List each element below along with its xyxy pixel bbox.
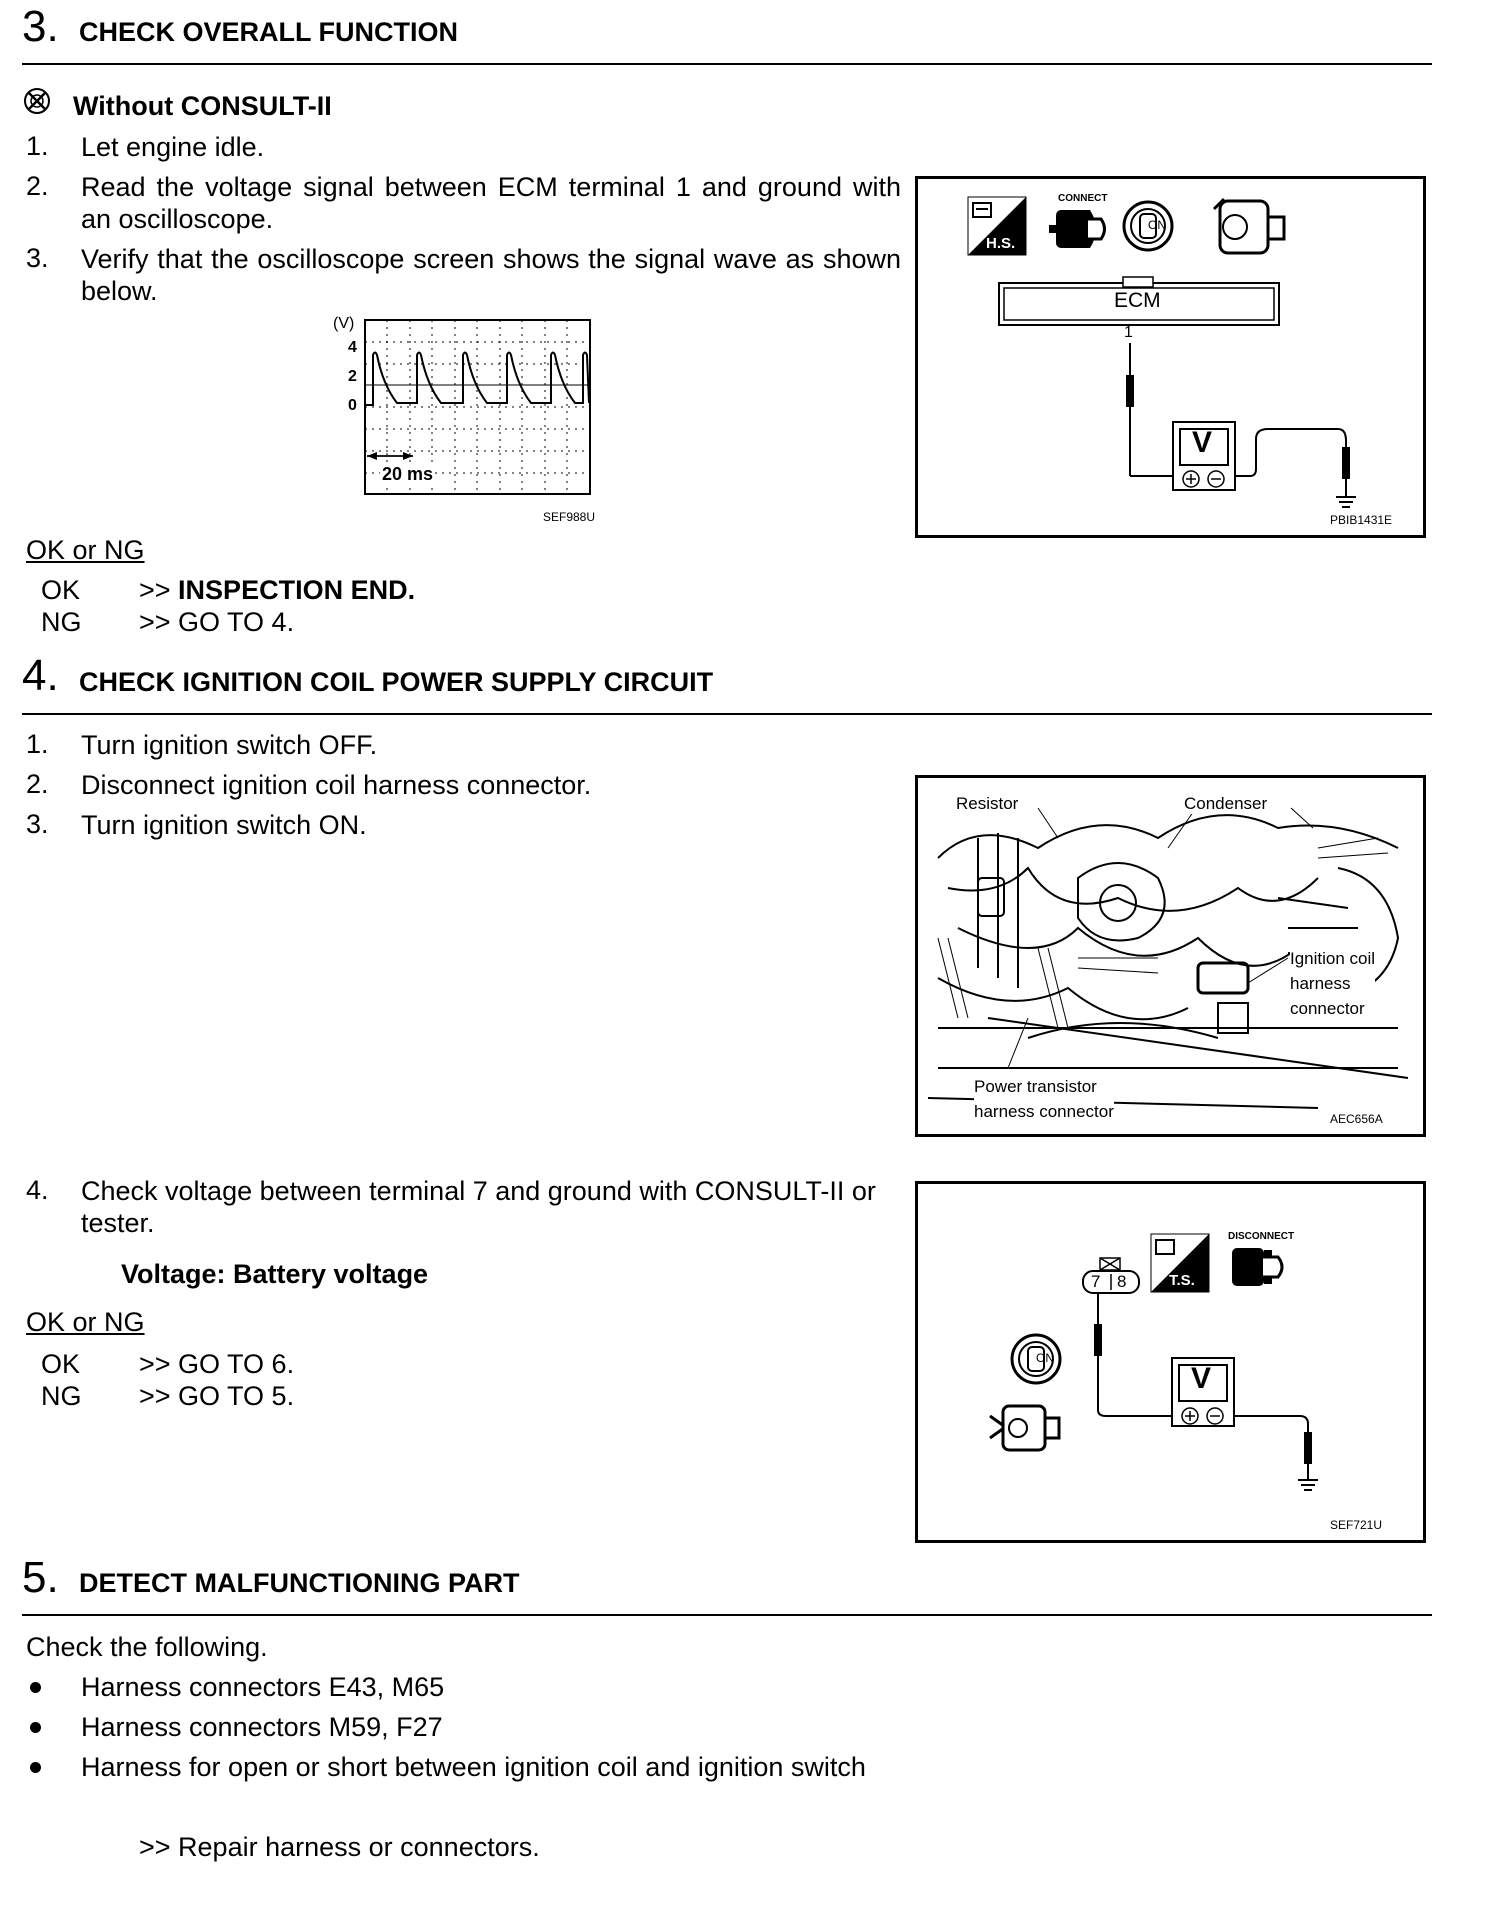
step-4-ng-value: >> GO TO 5. bbox=[139, 1381, 295, 1411]
step-4-number: 4. bbox=[22, 651, 59, 700]
scope-tick-0: 0 bbox=[348, 397, 357, 414]
engine-bay-figure bbox=[915, 775, 1426, 1137]
disconnect-label: DISCONNECT bbox=[1228, 1231, 1295, 1242]
scope-unit: (V) bbox=[333, 315, 355, 332]
bullet-icon bbox=[30, 1682, 41, 1693]
scope-screen bbox=[325, 315, 615, 525]
hs-label: H.S. bbox=[986, 235, 1016, 252]
meter-v-label: V bbox=[1192, 426, 1213, 459]
step-4-ok-value: >> GO TO 6. bbox=[139, 1349, 295, 1379]
step-5-bullet-1: Harness connectors E43, M65 bbox=[81, 1672, 445, 1702]
ecm-figure-code: PBIB1431E bbox=[1330, 513, 1393, 527]
on-label: ON bbox=[1148, 218, 1166, 232]
ignition-coil-label bbox=[1290, 946, 1375, 1021]
step-3-ok-key: OK bbox=[41, 575, 81, 605]
step-4-ok-key: OK bbox=[41, 1349, 81, 1379]
step-3-ok-or-ng: OK or NG bbox=[26, 535, 145, 565]
power-transistor-label-line-1: Power transistor bbox=[974, 1077, 1097, 1096]
step-5-number: 5. bbox=[22, 1553, 59, 1602]
scope-tick-4: 4 bbox=[348, 339, 357, 356]
bullet-icon bbox=[30, 1762, 41, 1773]
terminal-voltage-figure bbox=[915, 1181, 1426, 1543]
step-4-ok-or-ng: OK or NG bbox=[26, 1307, 145, 1337]
step-5-bullet-2: Harness connectors M59, F27 bbox=[81, 1712, 443, 1742]
step-3-ok-prefix: >> bbox=[139, 575, 179, 605]
step-5-bullet-3: Harness for open or short between ignition coil and ignition switch bbox=[81, 1752, 866, 1782]
ecm-label: ECM bbox=[1114, 289, 1161, 312]
step-4-rule bbox=[22, 713, 1432, 715]
step-5-title: DETECT MALFUNCTIONING PART bbox=[79, 1568, 520, 1598]
step-4-ng-key: NG bbox=[41, 1381, 82, 1411]
power-transistor-label bbox=[974, 1074, 1114, 1124]
step-3-ok-bold: INSPECTION END. bbox=[178, 575, 416, 605]
step-4-item-1: Turn ignition switch OFF. bbox=[81, 730, 378, 760]
step-4-item-2-number: 2. bbox=[26, 769, 49, 799]
step-3-item-1-number: 1. bbox=[26, 131, 49, 161]
tester-meter-v-label: V bbox=[1191, 1362, 1212, 1395]
step-3-ng-key: NG bbox=[41, 607, 82, 637]
step-4-title: CHECK IGNITION COIL POWER SUPPLY CIRCUIT bbox=[79, 667, 714, 697]
terminal-8-label: 8 bbox=[1117, 1272, 1127, 1291]
scope-tick-2: 2 bbox=[348, 368, 357, 385]
scope-time-label: 20 ms bbox=[382, 464, 434, 484]
engine-figure-code: AEC656A bbox=[1330, 1112, 1383, 1126]
step-4-item-3-number: 3. bbox=[26, 809, 49, 839]
step-5-action: >> Repair harness or connectors. bbox=[139, 1832, 540, 1862]
step-4-item-4-number: 4. bbox=[26, 1175, 49, 1205]
step-4-item-4: Check voltage between terminal 7 and ground with CONSULT-II or tester. bbox=[81, 1176, 876, 1238]
no-consult-icon bbox=[22, 86, 52, 116]
step-5-rule bbox=[22, 1614, 1432, 1616]
step-3-rule bbox=[22, 63, 1432, 65]
step-3-item-3: Verify that the oscilloscope screen shows the signal wave as shown below. bbox=[81, 244, 901, 306]
step-3-ok-value bbox=[139, 574, 415, 606]
terminal-7-label: 7 bbox=[1091, 1272, 1101, 1291]
ignition-coil-label-line-3: connector bbox=[1290, 999, 1365, 1018]
ecm-terminal-label: 1 bbox=[1124, 324, 1133, 341]
ignition-coil-label-line-1: Ignition coil bbox=[1290, 949, 1376, 968]
engine-icon bbox=[1214, 199, 1284, 253]
scope-figure-code: SEF988U bbox=[543, 510, 596, 524]
step-4-item-2: Disconnect ignition coil harness connector. bbox=[81, 770, 592, 800]
oscilloscope-waveform bbox=[325, 315, 615, 525]
step-3-item-2-number: 2. bbox=[26, 171, 49, 201]
step-3-number: 3. bbox=[22, 2, 59, 51]
resistor-label: Resistor bbox=[956, 794, 1019, 813]
step-4-item-1-number: 1. bbox=[26, 729, 49, 759]
step-3-item-2: Read the voltage signal between ECM terminal 1 and ground with an oscilloscope. bbox=[81, 172, 901, 234]
step-5-intro: Check the following. bbox=[26, 1632, 268, 1662]
bullet-icon bbox=[30, 1722, 41, 1733]
ts-label: T.S. bbox=[1169, 1272, 1195, 1289]
step-3-item-3-number: 3. bbox=[26, 243, 49, 273]
tester-figure-code: SEF721U bbox=[1330, 1518, 1383, 1532]
step-3-ng-value: >> GO TO 4. bbox=[139, 607, 295, 637]
condenser-label: Condenser bbox=[1184, 794, 1268, 813]
step-4-voltage-spec: Voltage: Battery voltage bbox=[121, 1259, 429, 1289]
connect-label: CONNECT bbox=[1058, 193, 1108, 204]
step-4-item-3: Turn ignition switch ON. bbox=[81, 810, 367, 840]
ecm-voltage-figure bbox=[915, 176, 1426, 538]
connect-icon bbox=[1049, 210, 1105, 248]
step-3-title: CHECK OVERALL FUNCTION bbox=[79, 17, 459, 47]
step-3-item-1: Let engine idle. bbox=[81, 132, 265, 162]
ignition-coil-label-line-2: harness bbox=[1290, 974, 1351, 993]
tester-on-label: ON bbox=[1036, 1351, 1054, 1365]
power-transistor-label-line-2: harness connector bbox=[974, 1102, 1114, 1121]
step-3-subhead: Without CONSULT-II bbox=[73, 91, 332, 121]
